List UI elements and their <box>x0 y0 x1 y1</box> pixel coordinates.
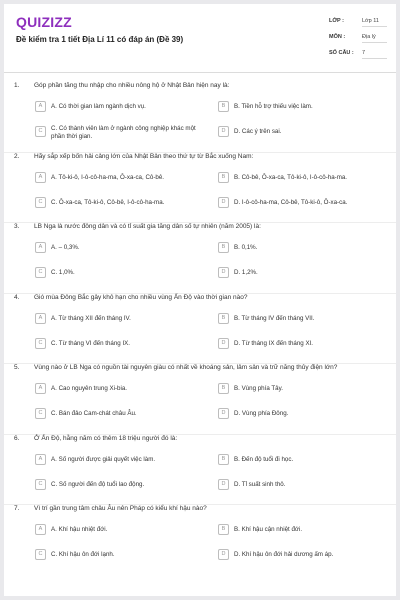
meta-value-subject: Địa lý <box>362 34 387 43</box>
option-b[interactable] <box>218 310 378 326</box>
option-text: B. Vùng phía Tây. <box>234 385 283 392</box>
option-b[interactable] <box>218 239 378 255</box>
option-letter-box[interactable]: A <box>35 242 46 253</box>
question-2 <box>4 153 396 224</box>
option-text: D. Từ tháng IX đến tháng XI. <box>234 339 314 347</box>
meta-row-count <box>329 47 389 63</box>
meta-label-class: LỚP : <box>329 18 344 24</box>
option-text: C. 1,0%. <box>51 269 75 276</box>
option-letter-box[interactable]: A <box>35 454 46 465</box>
option-b[interactable] <box>218 451 378 467</box>
meta-label-count: SỐ CÂU : <box>329 50 354 56</box>
option-c[interactable] <box>35 335 195 351</box>
option-letter-box[interactable]: A <box>35 101 46 112</box>
option-letter-box[interactable]: B <box>218 101 229 112</box>
option-text: C. Số người đến độ tuổi lao động. <box>51 480 145 488</box>
option-text: B. Từ tháng IV đến tháng VII. <box>234 314 315 322</box>
question-text: Gió mùa Đông Bắc gây khô hạn cho nhiều vùng Ấn Độ vào thời gian nào? <box>34 293 248 301</box>
option-letter-box[interactable]: D <box>218 338 229 349</box>
option-letter-box[interactable]: C <box>35 549 46 560</box>
question-text: Ở Ấn Độ, hằng năm có thêm 18 triệu người đó là: <box>34 434 178 442</box>
meta-row-class <box>329 15 389 31</box>
question-number: 2. <box>14 152 20 160</box>
option-letter-box[interactable]: A <box>35 524 46 535</box>
question-7 <box>4 505 396 576</box>
option-a[interactable] <box>35 380 195 396</box>
question-number: 5. <box>14 364 20 371</box>
question-1 <box>4 82 396 153</box>
option-b[interactable] <box>218 169 378 185</box>
option-letter-box[interactable]: D <box>218 408 229 419</box>
option-text: B. Khí hậu cận nhiệt đới. <box>234 526 303 533</box>
option-d[interactable] <box>218 546 378 562</box>
option-text: D. 1,2%. <box>234 269 258 276</box>
option-b[interactable] <box>218 521 378 537</box>
option-letter-box[interactable]: A <box>35 313 46 324</box>
option-letter-box[interactable]: B <box>218 383 229 394</box>
meta-value-class: Lớp 11 <box>362 18 387 27</box>
option-text: D. Vùng phía Đông. <box>234 410 289 417</box>
option-b[interactable] <box>218 380 378 396</box>
option-text: B. Tiền hỗ trợ thiếu việc làm. <box>234 103 313 110</box>
option-a[interactable] <box>35 310 195 326</box>
option-b[interactable] <box>218 98 378 114</box>
option-text: D. I-ô-cô-ha-ma, Cô-bê, Tô-ki-ô, Ô-xa-ca. <box>234 198 348 206</box>
option-letter-box[interactable]: B <box>218 172 229 183</box>
question-text: LB Nga là nước đông dân và có tỉ suất gia tăng dân số tự nhiên (năm 2005) là: <box>34 223 261 230</box>
question-text: Vùng nào ở LB Nga có nguồn tài nguyên giàu có nhất về khoáng sản, lâm sản và trữ năng thủy điện lớn? <box>34 364 338 371</box>
option-text: B. Cô-bê, Ô-xa-ca, Tô-ki-ô, I-ô-cô-ha-ma. <box>234 173 348 181</box>
option-c[interactable] <box>35 546 195 562</box>
meta-row-subject <box>329 31 389 47</box>
option-letter-box[interactable]: C <box>35 126 46 137</box>
worksheet-page <box>4 4 396 596</box>
option-letter-box[interactable]: B <box>218 242 229 253</box>
option-text: C. Bán đảo Cam-chát châu Âu. <box>51 410 137 417</box>
option-c[interactable] <box>35 264 195 280</box>
option-letter-box[interactable]: D <box>218 267 229 278</box>
option-a[interactable] <box>35 521 195 537</box>
option-letter-box[interactable]: C <box>35 408 46 419</box>
option-text: A. Từ tháng XII đến tháng IV. <box>51 314 131 322</box>
question-6 <box>4 435 396 506</box>
question-5 <box>4 364 396 435</box>
option-c[interactable] <box>35 405 195 421</box>
question-number: 3. <box>14 223 20 230</box>
option-text: C. Có thành viên làm ở ngành công nghiệp khác một phần thời gian. <box>51 125 196 140</box>
option-a[interactable] <box>35 98 195 114</box>
question-text: Hãy sắp xếp bốn hải cảng lớn của Nhật Bản theo thứ tự từ Bắc xuống Nam: <box>34 152 254 160</box>
option-d[interactable] <box>218 476 378 492</box>
option-a[interactable] <box>35 169 195 185</box>
question-4 <box>4 294 396 365</box>
question-list <box>4 82 396 576</box>
question-text: Góp phần tăng thu nhập cho nhiều nông hộ ở Nhật Bản hiện nay là: <box>34 82 230 89</box>
option-text: A. – 0,3%. <box>51 244 80 251</box>
option-c[interactable] <box>35 476 195 492</box>
option-letter-box[interactable]: B <box>218 454 229 465</box>
option-d[interactable] <box>218 264 378 280</box>
option-letter-box[interactable]: C <box>35 479 46 490</box>
option-letter-box[interactable]: C <box>35 267 46 278</box>
question-number: 6. <box>14 434 20 442</box>
meta-value-count: 7 <box>362 50 387 59</box>
option-text: B. 0,1%. <box>234 244 258 251</box>
option-letter-box[interactable]: C <box>35 338 46 349</box>
option-text: A. Cao nguyên trung Xi-bia. <box>51 385 128 392</box>
quizizz-logo: QUIZIZZ <box>16 14 72 30</box>
option-d[interactable] <box>218 194 378 210</box>
option-letter-box[interactable]: A <box>35 172 46 183</box>
option-letter-box[interactable]: D <box>218 197 229 208</box>
meta-label-subject: MÔN : <box>329 34 346 40</box>
option-d[interactable] <box>218 123 378 139</box>
option-d[interactable] <box>218 335 378 351</box>
option-c[interactable] <box>35 123 195 139</box>
option-letter-box[interactable]: A <box>35 383 46 394</box>
option-text: B. Đến độ tuổi đi học. <box>234 455 294 463</box>
option-letter-box[interactable]: D <box>218 126 229 137</box>
option-letter-box[interactable]: C <box>35 197 46 208</box>
option-text: C. Từ tháng VI đến tháng IX. <box>51 339 131 347</box>
question-3 <box>4 223 396 294</box>
question-number: 1. <box>14 82 20 89</box>
worksheet-title: Đề kiểm tra 1 tiết Địa Lí 11 có đáp án (Đề 39) <box>16 35 184 44</box>
option-letter-box[interactable]: B <box>218 524 229 535</box>
option-letter-box[interactable]: B <box>218 313 229 324</box>
option-a[interactable] <box>35 451 195 467</box>
option-text: D. Tỉ suất sinh thô. <box>234 480 286 488</box>
worksheet-header <box>4 4 396 70</box>
option-text: D. Khí hậu ôn đới hải dương ấm áp. <box>234 551 334 558</box>
option-letter-box[interactable]: D <box>218 549 229 560</box>
option-c[interactable] <box>35 194 195 210</box>
meta-panel <box>329 15 389 63</box>
option-text: D. Các ý trên sai. <box>234 128 282 135</box>
option-text: A. Số người được giải quyết việc làm. <box>51 455 156 463</box>
option-text: C. Khí hậu ôn đới lạnh. <box>51 551 115 558</box>
option-d[interactable] <box>218 405 378 421</box>
option-text: C. Ô-xa-ca, Tô-ki-ô, Cô-bê, I-ô-cô-ha-ma. <box>51 198 165 206</box>
question-number: 7. <box>14 505 20 512</box>
option-text: A. Có thời gian làm ngành dịch vụ. <box>51 103 146 110</box>
option-text: A. Khí hậu nhiệt đới. <box>51 526 108 533</box>
option-letter-box[interactable]: D <box>218 479 229 490</box>
option-a[interactable] <box>35 239 195 255</box>
option-text: A. Tô-ki-ô, I-ô-cô-ha-ma, Ô-xa-ca, Cô-bê. <box>51 173 165 181</box>
header-divider <box>4 72 396 73</box>
question-number: 4. <box>14 293 20 301</box>
question-text: Vì trí gần trung tâm châu Âu nên Pháp có kiểu khí hậu nào? <box>34 505 207 512</box>
